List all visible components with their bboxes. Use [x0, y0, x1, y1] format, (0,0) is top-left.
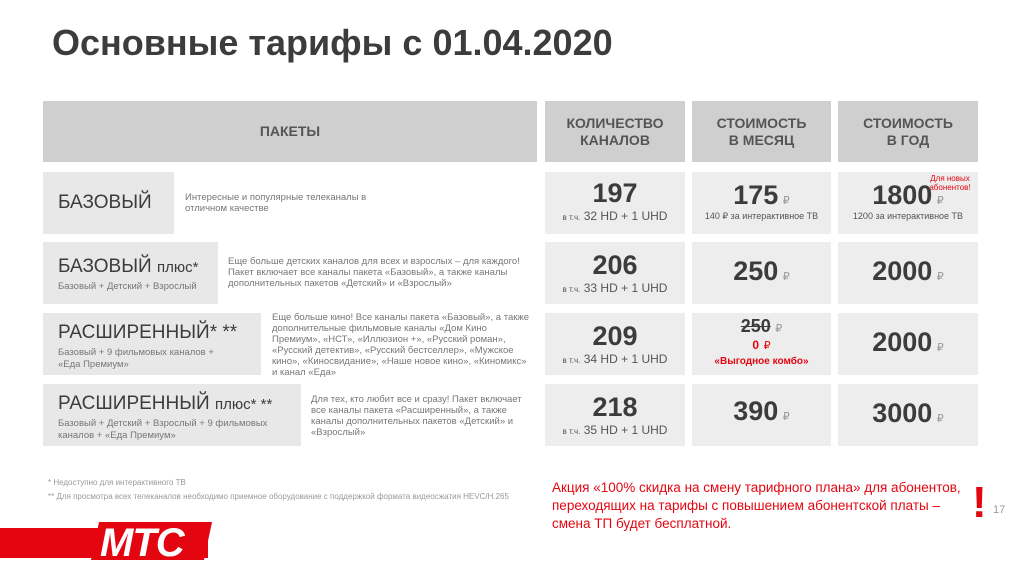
monthly-extended-plus: 390 ₽ — [692, 384, 831, 446]
package-basic-plus: БАЗОВЫЙ плюс* Базовый + Детский + Взрослый — [43, 242, 218, 304]
channels-extended: 209 в т.ч. 34 HD + 1 UHD — [545, 313, 685, 375]
package-basic-plus-description: Еще больше детских каналов для всех и взрослых – для каждого! Пакет включает все каналы пакета «Базовый», а также каналы дополнительных пакетов «Детский» и «Взрослый» — [228, 256, 520, 289]
package-extended-description: Еще больше кино! Все каналы пакета «Базовый», а также дополнительные фильмовые каналы «Дом Кино Премиум», «НСТ», «Иллюзион +», «Русский роман», «Русский детектив», «Русский бестселлер», «Мужское кино», «Киносвидание», «Наше новое кино», «Киномикс» и канал «Еда» — [272, 312, 530, 378]
footnote-1: * Недоступно для интерактивного ТВ — [48, 478, 186, 487]
promo-text: Акция «100% скидка на смену тарифного плана» для абонентов, переходящих на тарифы с повышением абонентской платы – смена ТП будет бесплатной. — [552, 480, 961, 531]
header-packages: ПАКЕТЫ — [43, 101, 537, 162]
header-monthly-price: СТОИМОСТЬ В МЕСЯЦ — [692, 101, 831, 162]
yearly-basic: Для новых абонентов! 1800 ₽ 1200 за интерактивное ТВ — [838, 172, 978, 234]
yearly-basic-plus: 2000 ₽ — [838, 242, 978, 304]
monthly-extended: 250 ₽ 0 ₽ «Выгодное комбо» — [692, 313, 831, 375]
old-price: 250 — [740, 316, 771, 336]
monthly-basic: 175 ₽ 140 ₽ за интерактивное ТВ — [692, 172, 831, 234]
combo-promo: «Выгодное комбо» — [714, 356, 809, 367]
page-title: Основные тарифы с 01.04.2020 — [52, 22, 613, 63]
channels-basic-plus: 206 в т.ч. 33 HD + 1 UHD — [545, 242, 685, 304]
page-number: 17 — [993, 504, 1006, 516]
header-channels: КОЛИЧЕСТВО КАНАЛОВ — [545, 101, 685, 162]
yearly-extended: 2000 ₽ — [838, 313, 978, 375]
package-extended: РАСШИРЕННЫЙ* ** Базовый + 9 фильмовых каналов + «Еда Премиум» — [43, 313, 261, 375]
monthly-basic-plus: 250 ₽ — [692, 242, 831, 304]
package-extended-plus-description: Для тех, кто любит все и сразу! Пакет включает все каналы пакета «Расширенный», а также каналы дополнительных пакетов «Детский» и «Взрослый» — [311, 394, 522, 438]
footnote-2: ** Для просмотра всех телеканалов необходимо приемное оборудование с поддержкой формата видеосжатия HEVC/H.265 — [48, 492, 509, 501]
package-basic-description: Интересные и популярные телеканалы в отличном качестве — [185, 192, 367, 214]
package-basic: БАЗОВЫЙ — [43, 172, 174, 234]
header-yearly-price: СТОИМОСТЬ В ГОД — [838, 101, 978, 162]
new-subscribers-badge: Для новых абонентов! — [929, 174, 971, 192]
channels-basic: 197 в т.ч. 32 HD + 1 UHD — [545, 172, 685, 234]
channels-extended-plus: 218 в т.ч. 35 HD + 1 UHD — [545, 384, 685, 446]
exclamation-icon: ! — [972, 478, 987, 527]
yearly-extended-plus: 3000 ₽ — [838, 384, 978, 446]
package-extended-plus: РАСШИРЕННЫЙ плюс* ** Базовый + Детский + Взрослый + 9 фильмовых каналов + «Еда Премиум» — [43, 384, 301, 446]
mts-logo: МТС — [100, 521, 184, 565]
